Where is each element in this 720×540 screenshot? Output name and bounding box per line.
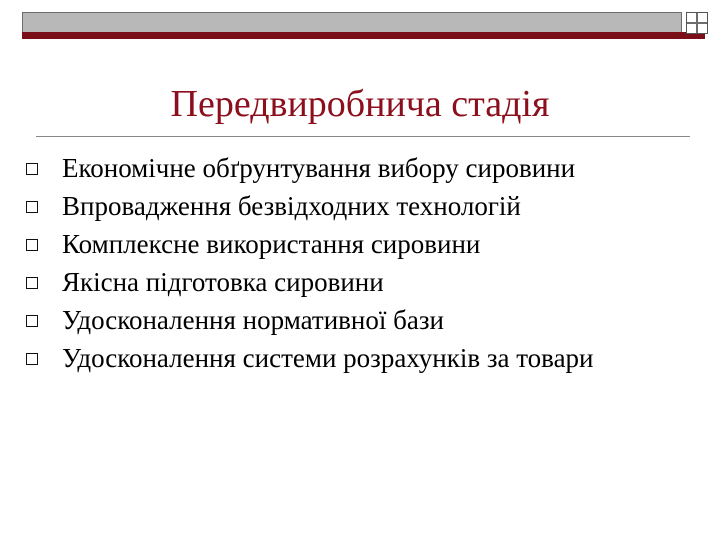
list-item-text: Удосконалення нормативної бази — [62, 305, 444, 335]
header-decoration-box — [22, 12, 682, 34]
list-item — [26, 266, 696, 298]
bullet-list — [26, 152, 696, 388]
list-item — [26, 228, 696, 260]
hollow-square-icon — [26, 315, 38, 327]
grid-square-icon — [686, 12, 708, 34]
list-item-text: Впровадження безвідходних технологій — [62, 191, 521, 221]
list-item — [26, 304, 696, 336]
list-item — [26, 190, 696, 222]
list-item-text: Удосконалення системи розрахунків за товари — [62, 343, 594, 373]
hollow-square-icon — [26, 201, 38, 213]
hollow-square-icon — [26, 163, 38, 175]
hollow-square-icon — [26, 239, 38, 251]
list-item — [26, 342, 696, 374]
slide-title: Передвиробнича стадія — [170, 83, 550, 125]
list-item-text: Якісна підготовка сировини — [62, 267, 384, 297]
list-item — [26, 152, 696, 184]
list-item-text: Економічне обґрунтування вибору сировини — [62, 153, 576, 183]
title-divider — [36, 136, 690, 137]
list-item-text: Комплексне використання сировини — [62, 229, 481, 259]
hollow-square-icon — [26, 353, 38, 365]
hollow-square-icon — [26, 277, 38, 289]
header-accent-bar — [22, 32, 705, 39]
